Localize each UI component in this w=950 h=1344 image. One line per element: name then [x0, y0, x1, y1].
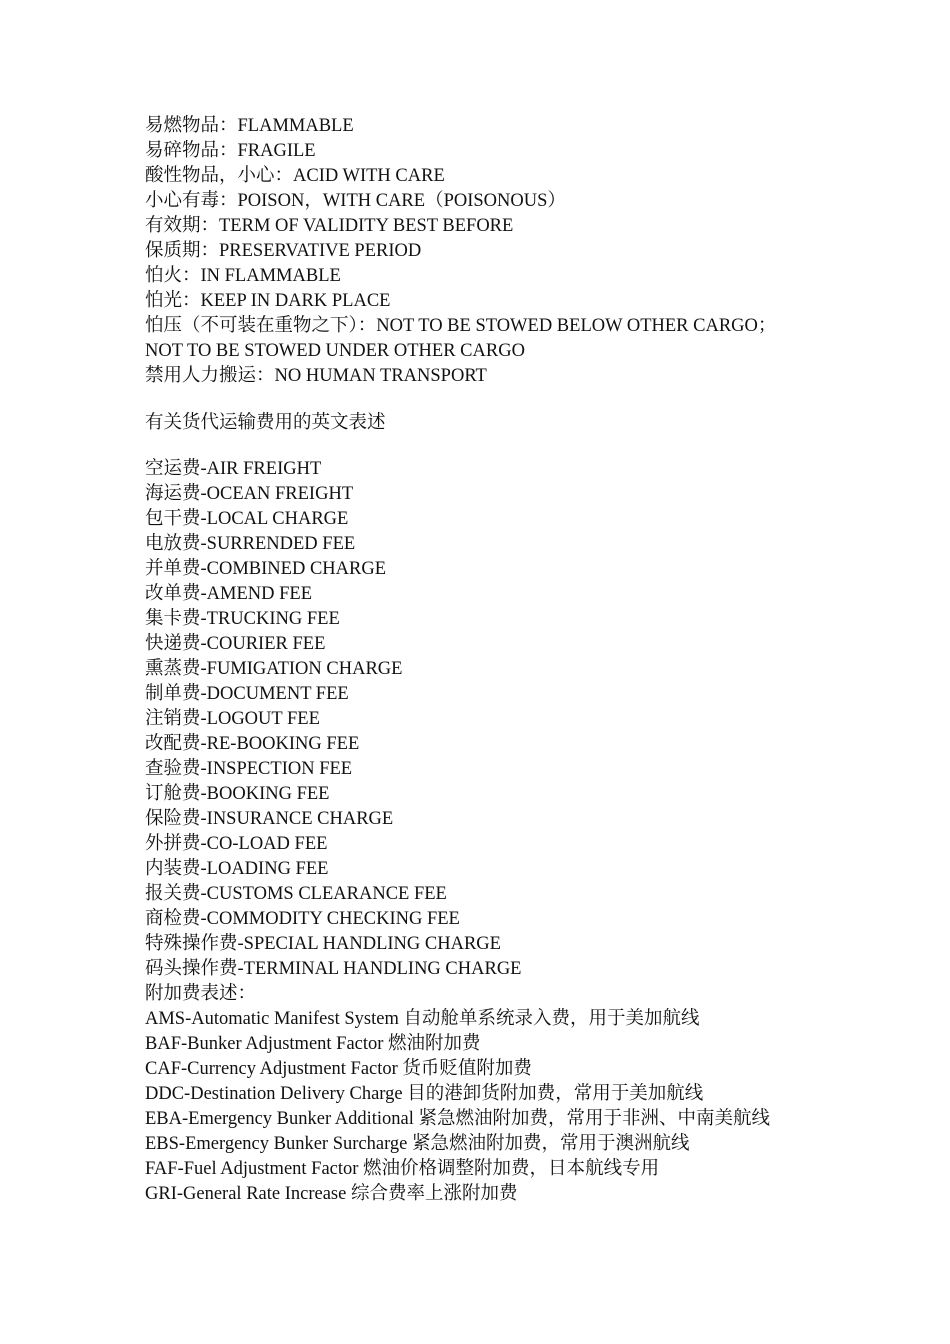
- fee-line: 海运费-OCEAN FREIGHT: [145, 484, 354, 504]
- fee-line: 保险费-INSURANCE CHARGE: [145, 809, 394, 829]
- fee-line: 制单费-DOCUMENT FEE: [145, 684, 349, 704]
- surcharge-line-faf: FAF-Fuel Adjustment Factor 燃油价格调整附加费，日本航线专用: [145, 1159, 660, 1179]
- document-page: [145, 114, 925, 1207]
- fee-line: 包干费-LOCAL CHARGE: [145, 509, 349, 529]
- mark-line-no-human-transport: 禁用人力搬运：NO HUMAN TRANSPORT: [145, 366, 487, 386]
- surcharge-line-ebs: EBS-Emergency Bunker Surcharge 紧急燃油附加费，常用于澳洲航线: [145, 1134, 690, 1154]
- fee-line: 内装费-LOADING FEE: [145, 859, 329, 879]
- mark-line-validity: 有效期：TERM OF VALIDITY BEST BEFORE: [145, 216, 514, 236]
- fee-line: 改配费-RE-BOOKING FEE: [145, 734, 360, 754]
- fee-line: 熏蒸费-FUMIGATION CHARGE: [145, 659, 403, 679]
- fees-heading: 有关货代运输费用的英文表述: [145, 412, 386, 433]
- fee-line: 特殊操作费-SPECIAL HANDLING CHARGE: [145, 934, 501, 954]
- fee-line: 报关费-CUSTOMS CLEARANCE FEE: [145, 884, 447, 904]
- mark-line-flammable: 易燃物品：FLAMMABLE: [145, 116, 354, 136]
- mark-line-in-flammable: 怕火：IN FLAMMABLE: [145, 266, 341, 286]
- fee-line: 码头操作费-TERMINAL HANDLING CHARGE: [145, 959, 522, 979]
- fee-line: 并单费-COMBINED CHARGE: [145, 559, 387, 579]
- surcharge-line-ams: AMS-Automatic Manifest System 自动舱单系统录入费，用于美加航线: [145, 1009, 700, 1029]
- surcharge-line-ddc: DDC-Destination Delivery Charge 目的港卸货附加费，常用于美加航线: [145, 1084, 704, 1104]
- fees-list: [145, 457, 925, 1007]
- fee-line: 查验费-INSPECTION FEE: [145, 759, 353, 779]
- surcharge-line-gri: GRI-General Rate Increase 综合费率上涨附加费: [145, 1184, 518, 1204]
- mark-line-acid: 酸性物品，小心：ACID WITH CARE: [145, 166, 445, 186]
- fee-line: 外拼费-CO-LOAD FEE: [145, 834, 328, 854]
- mark-line-not-stowed-under: NOT TO BE STOWED UNDER OTHER CARGO: [145, 341, 525, 361]
- mark-line-preservative: 保质期：PRESERVATIVE PERIOD: [145, 241, 422, 261]
- fee-line: 注销费-LOGOUT FEE: [145, 709, 320, 729]
- surcharge-line-baf: BAF-Bunker Adjustment Factor 燃油附加费: [145, 1034, 481, 1054]
- surcharge-line-caf: CAF-Currency Adjustment Factor 货币贬值附加费: [145, 1059, 532, 1079]
- surcharge-list: [145, 1007, 925, 1207]
- surcharge-line-eba: EBA-Emergency Bunker Additional 紧急燃油附加费，常用于非洲、中南美航线: [145, 1109, 771, 1129]
- mark-line-not-stowed-below: 怕压（不可装在重物之下）：NOT TO BE STOWED BELOW OTHER CARGO；: [145, 316, 777, 336]
- fee-line: 订舱费-BOOKING FEE: [145, 784, 330, 804]
- fee-line: 快递费-COURIER FEE: [145, 634, 326, 654]
- cargo-marks-list: [145, 114, 925, 389]
- fee-line: 空运费-AIR FREIGHT: [145, 459, 322, 479]
- surcharge-heading: 附加费表述：: [145, 984, 257, 1004]
- fee-line: 商检费-COMMODITY CHECKING FEE: [145, 909, 460, 929]
- mark-line-fragile: 易碎物品：FRAGILE: [145, 141, 316, 161]
- fee-line: 集卡费-TRUCKING FEE: [145, 609, 340, 629]
- fee-line: 改单费-AMEND FEE: [145, 584, 313, 604]
- section-spacer: [145, 389, 925, 411]
- section-spacer: [145, 436, 925, 458]
- fee-line: 电放费-SURRENDED FEE: [145, 534, 356, 554]
- mark-line-dark-place: 怕光：KEEP IN DARK PLACE: [145, 291, 391, 311]
- mark-line-poison: 小心有毒：POISON，WITH CARE（POISONOUS）: [145, 191, 566, 211]
